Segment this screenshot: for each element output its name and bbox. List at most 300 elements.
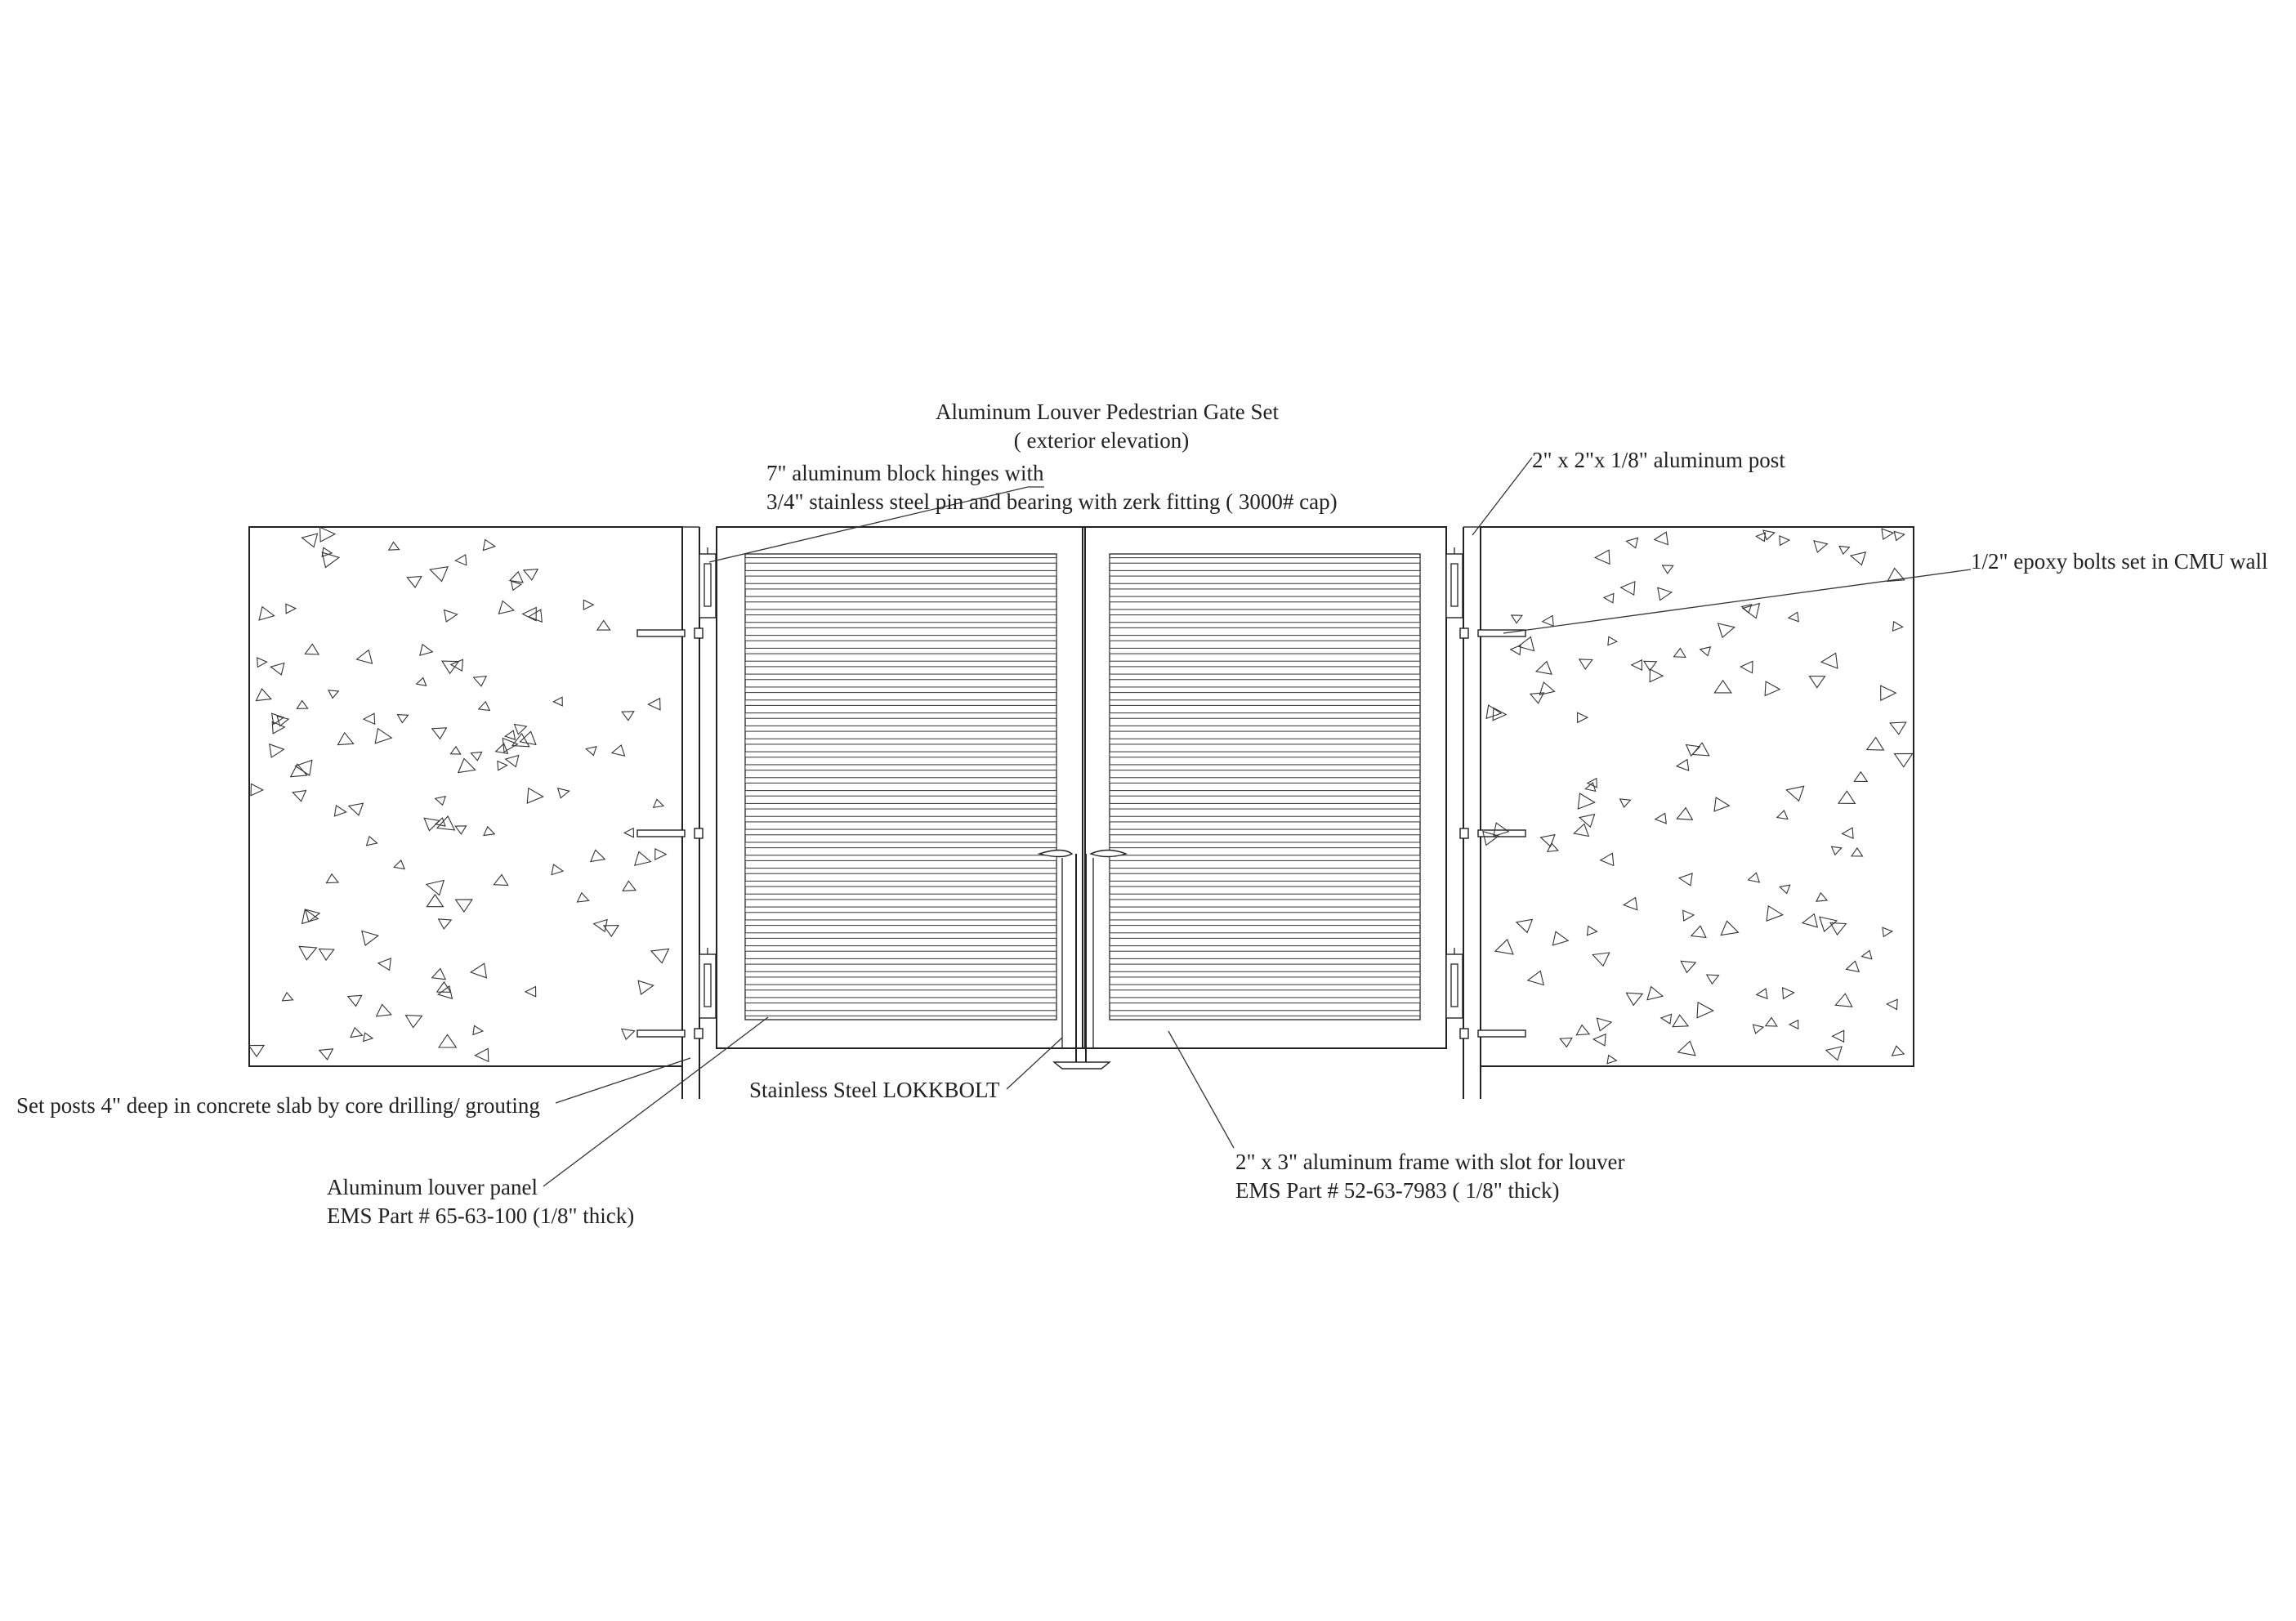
aluminum-post-left <box>682 527 699 1099</box>
louver-slat <box>745 687 1056 693</box>
aggregate-mark <box>377 1004 391 1016</box>
aggregate-mark <box>655 849 667 860</box>
aggregate-mark <box>520 731 536 744</box>
aggregate-mark <box>483 540 495 551</box>
aggregate-mark <box>1756 533 1765 541</box>
aggregate-mark <box>299 946 316 960</box>
aggregate-mark <box>432 728 447 739</box>
aggregate-mark <box>475 1048 488 1061</box>
louver-slat <box>745 596 1056 602</box>
cmu-wall-left <box>249 527 682 1066</box>
louver-slat <box>1110 674 1420 680</box>
aggregate-mark <box>1674 649 1686 658</box>
aggregate-mark <box>1576 1025 1589 1035</box>
aggregate-mark <box>1592 953 1609 966</box>
aggregate-mark <box>432 969 446 980</box>
aggregate-mark <box>1843 828 1854 838</box>
aggregate-mark <box>638 980 654 994</box>
louver-slat <box>1110 946 1420 952</box>
aggregate-mark <box>406 1016 422 1028</box>
aggregate-mark <box>1707 975 1719 984</box>
louver-slat <box>745 583 1056 589</box>
aggregate-mark <box>1677 760 1689 771</box>
aggregate-mark <box>291 764 307 777</box>
epoxy-bolt-left-middle <box>637 828 703 838</box>
aggregate-mark <box>558 788 570 798</box>
louver-slat <box>1110 803 1420 809</box>
gate-frame-right-outer <box>1083 527 1446 1048</box>
aggregate-mark <box>286 604 296 614</box>
aggregate-mark <box>337 733 353 745</box>
aggregate-mark <box>1851 552 1865 565</box>
aggregate-mark <box>1621 582 1635 595</box>
aggregate-mark <box>524 569 538 580</box>
aggregate-mark <box>583 600 593 610</box>
louver-slat <box>745 803 1056 809</box>
aggregate-mark <box>430 567 448 582</box>
aggregate-mark <box>1838 791 1855 803</box>
aggregate-mark <box>1786 786 1803 801</box>
louver-slat <box>745 661 1056 667</box>
aggregate-mark <box>1536 662 1552 675</box>
cmu-wall-right <box>1481 527 1914 1066</box>
epoxy-bolt-left-upper <box>637 628 703 638</box>
aggregate-mark <box>1718 623 1735 637</box>
aggregate-mark <box>578 893 589 902</box>
aggregate-mark <box>498 761 507 770</box>
hinge-right-lower <box>1446 948 1463 1018</box>
aggregate-mark <box>1714 797 1729 811</box>
louver-slat <box>745 648 1056 654</box>
lokkbolt-callout: Stainless Steel LOKKBOLT <box>749 1078 1000 1102</box>
aggregate-mark <box>417 678 427 686</box>
aggregate-mark <box>1678 1041 1695 1056</box>
aggregate-mark <box>1495 940 1513 954</box>
aluminum-post-right <box>1463 527 1481 1099</box>
aggregate-mark <box>635 851 651 865</box>
aggregate-mark <box>378 958 391 970</box>
louver-slat <box>745 674 1056 680</box>
aggregate-mark <box>1780 536 1789 545</box>
aggregate-mark <box>1608 636 1617 645</box>
louver-slat <box>745 829 1056 835</box>
louver-slat <box>745 791 1056 797</box>
louver-slat <box>745 558 1056 564</box>
aggregate-mark <box>1647 987 1663 1000</box>
aggregate-mark <box>319 949 334 960</box>
aggregate-mark <box>494 875 508 886</box>
aggregate-mark <box>436 797 446 806</box>
aggregate-mark <box>256 689 270 701</box>
drawing-title: Aluminum Louver Pedestrian Gate Set <box>936 400 1279 424</box>
aggregate-mark <box>1894 531 1904 540</box>
aggregate-mark <box>1814 541 1827 552</box>
louver-slat <box>745 752 1056 757</box>
aggregate-mark <box>259 607 275 620</box>
epoxy-bolt-left-lower <box>637 1029 703 1038</box>
louver-slat <box>1110 842 1420 848</box>
aggregate-mark <box>1681 961 1695 972</box>
epoxy-bolts-callout: 1/2" epoxy bolts set in CMU wall <box>1971 549 2268 574</box>
frame-callout-line1: 2" x 3" aluminum frame with slot for louver <box>1235 1150 1625 1174</box>
aggregate-mark <box>1593 1034 1606 1046</box>
aggregate-mark <box>1826 1047 1842 1061</box>
aggregate-mark <box>1512 615 1522 623</box>
aggregate-mark <box>515 725 527 735</box>
aggregate-mark <box>296 760 312 775</box>
louver-slat <box>1110 752 1420 757</box>
aggregate-mark <box>427 881 444 895</box>
aggregate-mark <box>302 534 318 547</box>
aggregate-mark <box>1517 919 1533 932</box>
louver-slat <box>1110 765 1420 770</box>
louver-slat <box>1110 971 1420 977</box>
aggregate-mark <box>553 697 562 706</box>
aggregate-mark <box>623 881 636 891</box>
gate-frame-left-outer <box>717 527 1085 1048</box>
aggregate-mark <box>1832 846 1842 855</box>
aggregate-mark <box>1789 612 1798 621</box>
louver-slat <box>745 920 1056 926</box>
aggregate-mark <box>1543 616 1554 627</box>
aggregate-mark <box>1697 1003 1713 1018</box>
drawing-subtitle: ( exterior elevation) <box>1013 428 1190 453</box>
aggregate-mark <box>1585 783 1595 792</box>
aggregate-mark <box>420 645 432 655</box>
aggregate-mark <box>479 702 490 711</box>
louver-slat <box>745 636 1056 641</box>
aggregate-mark <box>427 895 443 907</box>
aggregate-mark <box>1816 893 1827 901</box>
aggregate-mark <box>455 826 466 834</box>
louver-slat <box>745 998 1056 1003</box>
louver-slat <box>745 765 1056 770</box>
aggregate-mark <box>1604 594 1614 603</box>
louver-slat <box>1110 985 1420 990</box>
louver-slat <box>745 816 1056 822</box>
aggregate-mark <box>1658 587 1672 600</box>
aggregate-mark <box>1655 813 1667 823</box>
louver-slat <box>1110 829 1420 835</box>
epoxy-bolt-right-upper <box>1460 628 1525 638</box>
aggregate-mark <box>1655 532 1668 544</box>
louver-slat <box>745 958 1056 964</box>
aggregate-mark <box>1833 1030 1844 1042</box>
aggregate-mark <box>1753 1025 1764 1034</box>
aggregate-mark <box>451 747 461 754</box>
aggregate-mark <box>1560 1038 1572 1047</box>
aggregate-mark <box>297 701 307 709</box>
louver-slat <box>745 894 1056 900</box>
leader-post <box>1472 458 1532 535</box>
aggregate-mark <box>591 850 605 861</box>
aggregate-mark <box>1692 743 1709 756</box>
louver-panel-right <box>1110 558 1420 1016</box>
louver-slat <box>1110 894 1420 900</box>
aggregate-mark <box>328 690 338 699</box>
louver-slat <box>745 570 1056 576</box>
aggregate-mark <box>439 1034 456 1047</box>
aggregate-mark <box>319 1049 333 1060</box>
aggregate-mark <box>1783 988 1794 998</box>
aggregate-mark <box>349 803 364 815</box>
aggregate-mark <box>471 963 486 978</box>
aggregate-mark <box>1700 647 1711 656</box>
aggregate-mark <box>525 987 536 997</box>
aggregate-mark <box>471 752 481 760</box>
hinge-right-upper <box>1446 547 1463 618</box>
aggregate-mark <box>1852 848 1863 856</box>
hinges-callout-line1: 7" aluminum block hinges with <box>766 461 1044 485</box>
aggregate-mark <box>1821 653 1838 668</box>
aggregate-mark <box>1714 681 1731 693</box>
louver-slat <box>745 739 1056 744</box>
louver-slat <box>1110 907 1420 913</box>
louver-slat <box>745 855 1056 861</box>
louver-slat <box>1110 726 1420 731</box>
louver-slat <box>1110 570 1420 576</box>
louver-slat <box>745 946 1056 952</box>
aggregate-mark <box>597 621 610 631</box>
aggregate-mark <box>527 788 543 803</box>
aggregate-mark <box>367 837 377 846</box>
louver-panel-callout-line2: EMS Part # 65-63-100 (1/8" thick) <box>327 1203 635 1228</box>
louver-slat <box>745 971 1056 977</box>
aggregate-mark <box>283 993 293 1001</box>
aggregate-mark <box>654 799 663 807</box>
aggregate-mark <box>444 610 458 622</box>
aggregate-mark <box>270 663 284 675</box>
aggregate-mark <box>1597 1018 1611 1031</box>
aggregate-mark <box>458 759 476 773</box>
louver-slat <box>1110 1011 1420 1016</box>
aggregate-mark <box>1574 824 1588 837</box>
aggregate-mark <box>1802 914 1817 927</box>
aggregate-mark <box>1552 931 1568 945</box>
louver-slat <box>1110 920 1420 926</box>
aggregate-mark <box>351 1028 362 1038</box>
aggregate-mark <box>357 650 373 664</box>
louver-slat <box>1110 958 1420 964</box>
louver-slat <box>1110 583 1420 589</box>
leader-epoxy-bolts <box>1503 569 1971 633</box>
aggregate-mark <box>327 874 339 883</box>
aggregate-mark <box>1679 873 1692 886</box>
aggregate-mark <box>436 818 445 826</box>
aggregate-mark <box>1835 994 1852 1007</box>
louver-slat <box>1110 881 1420 886</box>
aggregate-mark <box>1528 971 1543 985</box>
aggregate-mark <box>1766 1018 1777 1027</box>
louver-slat <box>1110 623 1420 628</box>
aggregate-mark <box>1862 950 1872 959</box>
aggregate-mark <box>1620 799 1631 807</box>
aggregate-mark <box>439 919 452 929</box>
louver-slat <box>1110 739 1420 744</box>
aggregate-mark <box>1890 722 1906 735</box>
aggregate-mark <box>1740 661 1753 672</box>
aggregate-mark <box>364 713 375 724</box>
louver-slat <box>745 869 1056 874</box>
aggregate-mark <box>437 816 454 830</box>
aggregate-mark <box>320 527 335 542</box>
louver-slat <box>1110 636 1420 641</box>
hinge-left-lower <box>699 948 716 1018</box>
louver-slat <box>745 700 1056 706</box>
aggregate-mark <box>1893 622 1903 631</box>
louver-slat <box>1110 661 1420 667</box>
aggregate-mark <box>473 1025 483 1034</box>
aggregate-mark <box>1691 926 1706 937</box>
aggregate-mark <box>322 552 339 567</box>
aggregate-mark <box>1892 1046 1905 1056</box>
hinge-left-upper <box>699 547 716 618</box>
aggregate-mark <box>1601 853 1614 865</box>
aggregate-mark <box>622 1029 635 1039</box>
leader-lokkbolt <box>1007 1038 1062 1089</box>
aggregate-mark <box>484 827 494 836</box>
aggregate-mark <box>1578 712 1588 722</box>
louver-slat <box>1110 778 1420 784</box>
aggregate-mark <box>456 900 472 912</box>
louver-panel-left <box>745 558 1056 1016</box>
louver-slat <box>745 610 1056 615</box>
aggregate-mark <box>496 744 508 753</box>
aggregate-mark <box>474 677 487 686</box>
louver-slat <box>1110 713 1420 719</box>
louver-slat <box>1110 687 1420 693</box>
aggregate-mark <box>1595 550 1610 564</box>
aggregate-mark <box>407 577 422 587</box>
aggregate-mark <box>1810 677 1825 688</box>
louver-panel-callout-line1: Aluminum louver panel <box>327 1175 538 1199</box>
aggregate-mark <box>1686 745 1700 757</box>
aggregate-mark <box>511 581 521 590</box>
hinges-callout-line2: 3/4" stainless steel pin and bearing with zerk fitting ( 3000# cap) <box>766 489 1338 514</box>
aggregate-mark <box>305 644 319 654</box>
cmu-wall-hatch <box>249 527 1913 1064</box>
aggregate-mark <box>1650 669 1663 682</box>
aggregate-mark <box>1883 927 1892 936</box>
aggregate-mark <box>334 806 346 816</box>
louver-slat <box>745 842 1056 848</box>
aggregate-mark <box>624 828 633 837</box>
louver-slat <box>1110 648 1420 654</box>
louver-slat <box>745 985 1056 990</box>
gate-leaf-right <box>1083 527 1446 1048</box>
aggregate-mark <box>364 1033 373 1041</box>
aggregate-mark <box>1626 993 1642 1005</box>
aggregate-mark <box>1847 961 1860 971</box>
aggregate-mark <box>1579 659 1592 669</box>
louver-slat <box>1110 869 1420 874</box>
aggregate-mark <box>1765 681 1780 695</box>
post-callout: 2" x 2"x 1/8" aluminum post <box>1532 448 1785 472</box>
louver-slat <box>745 726 1056 731</box>
louver-slat <box>1110 596 1420 602</box>
aggregate-mark <box>251 784 263 795</box>
aggregate-mark <box>348 995 362 1006</box>
aggregate-mark <box>1579 815 1595 828</box>
aggregate-mark <box>394 860 404 869</box>
aggregate-mark <box>1721 921 1738 935</box>
aggregate-mark <box>1881 685 1896 700</box>
aggregate-mark <box>505 730 515 739</box>
aggregate-mark <box>651 949 669 962</box>
aggregate-mark <box>1677 808 1692 820</box>
louver-slat <box>745 907 1056 913</box>
louver-slat <box>1110 791 1420 797</box>
aggregate-mark <box>1624 898 1637 910</box>
aggregate-mark <box>1887 999 1897 1009</box>
aggregate-mark <box>257 658 267 667</box>
aggregate-mark <box>1673 1015 1688 1026</box>
aggregate-mark <box>612 745 625 756</box>
frame-callout-line2: EMS Part # 52-63-7983 ( 1/8" thick) <box>1235 1178 1560 1203</box>
aggregate-mark <box>1578 793 1594 809</box>
aggregate-mark <box>389 543 400 551</box>
aggregate-mark <box>1767 906 1783 921</box>
aggregate-mark <box>552 864 563 875</box>
aggregate-mark <box>1854 772 1867 782</box>
louver-slat <box>1110 855 1420 861</box>
louver-slat <box>745 1011 1056 1016</box>
leader-louver-panel <box>543 1017 768 1186</box>
aggregate-mark <box>1757 989 1767 998</box>
louver-slat <box>745 778 1056 784</box>
aggregate-mark <box>1749 873 1760 882</box>
louver-slat <box>745 881 1056 886</box>
louver-slat <box>1110 933 1420 939</box>
aggregate-mark <box>1777 810 1788 819</box>
aggregate-mark <box>1839 546 1849 554</box>
aggregate-mark <box>1789 1020 1798 1029</box>
louver-slat <box>1110 998 1420 1003</box>
aggregate-mark <box>1627 538 1638 547</box>
aggregate-mark <box>455 555 467 565</box>
aggregate-mark <box>1895 753 1913 766</box>
gate-leaf-left <box>717 527 1085 1048</box>
aggregate-mark <box>1882 529 1893 539</box>
aggregate-mark <box>1661 1014 1672 1024</box>
aggregate-mark <box>648 699 660 710</box>
epoxy-bolt-right-middle <box>1460 828 1525 838</box>
louver-slat <box>1110 816 1420 822</box>
aggregate-mark <box>1632 660 1642 670</box>
aggregate-mark <box>1867 738 1884 751</box>
aggregate-mark <box>249 1045 265 1056</box>
aggregate-mark <box>293 791 306 802</box>
aggregate-mark <box>1683 910 1694 921</box>
aggregate-mark <box>1607 1056 1616 1064</box>
leader-set-posts <box>556 1058 690 1103</box>
aggregate-mark <box>622 712 634 721</box>
louver-slat <box>745 713 1056 719</box>
louver-slat <box>745 623 1056 628</box>
louver-slat <box>1110 610 1420 615</box>
aggregate-mark <box>1663 565 1673 574</box>
louver-slat <box>1110 558 1420 564</box>
aggregate-mark <box>586 747 596 756</box>
aggregate-mark <box>1588 927 1597 936</box>
louver-slat <box>745 933 1056 939</box>
aggregate-mark <box>362 931 378 946</box>
aggregate-mark <box>375 729 391 744</box>
aggregate-mark <box>270 744 284 757</box>
set-posts-callout: Set posts 4" deep in concrete slab by core drilling/ grouting <box>16 1093 540 1118</box>
aggregate-mark <box>1780 885 1790 893</box>
louver-slat <box>1110 700 1420 706</box>
